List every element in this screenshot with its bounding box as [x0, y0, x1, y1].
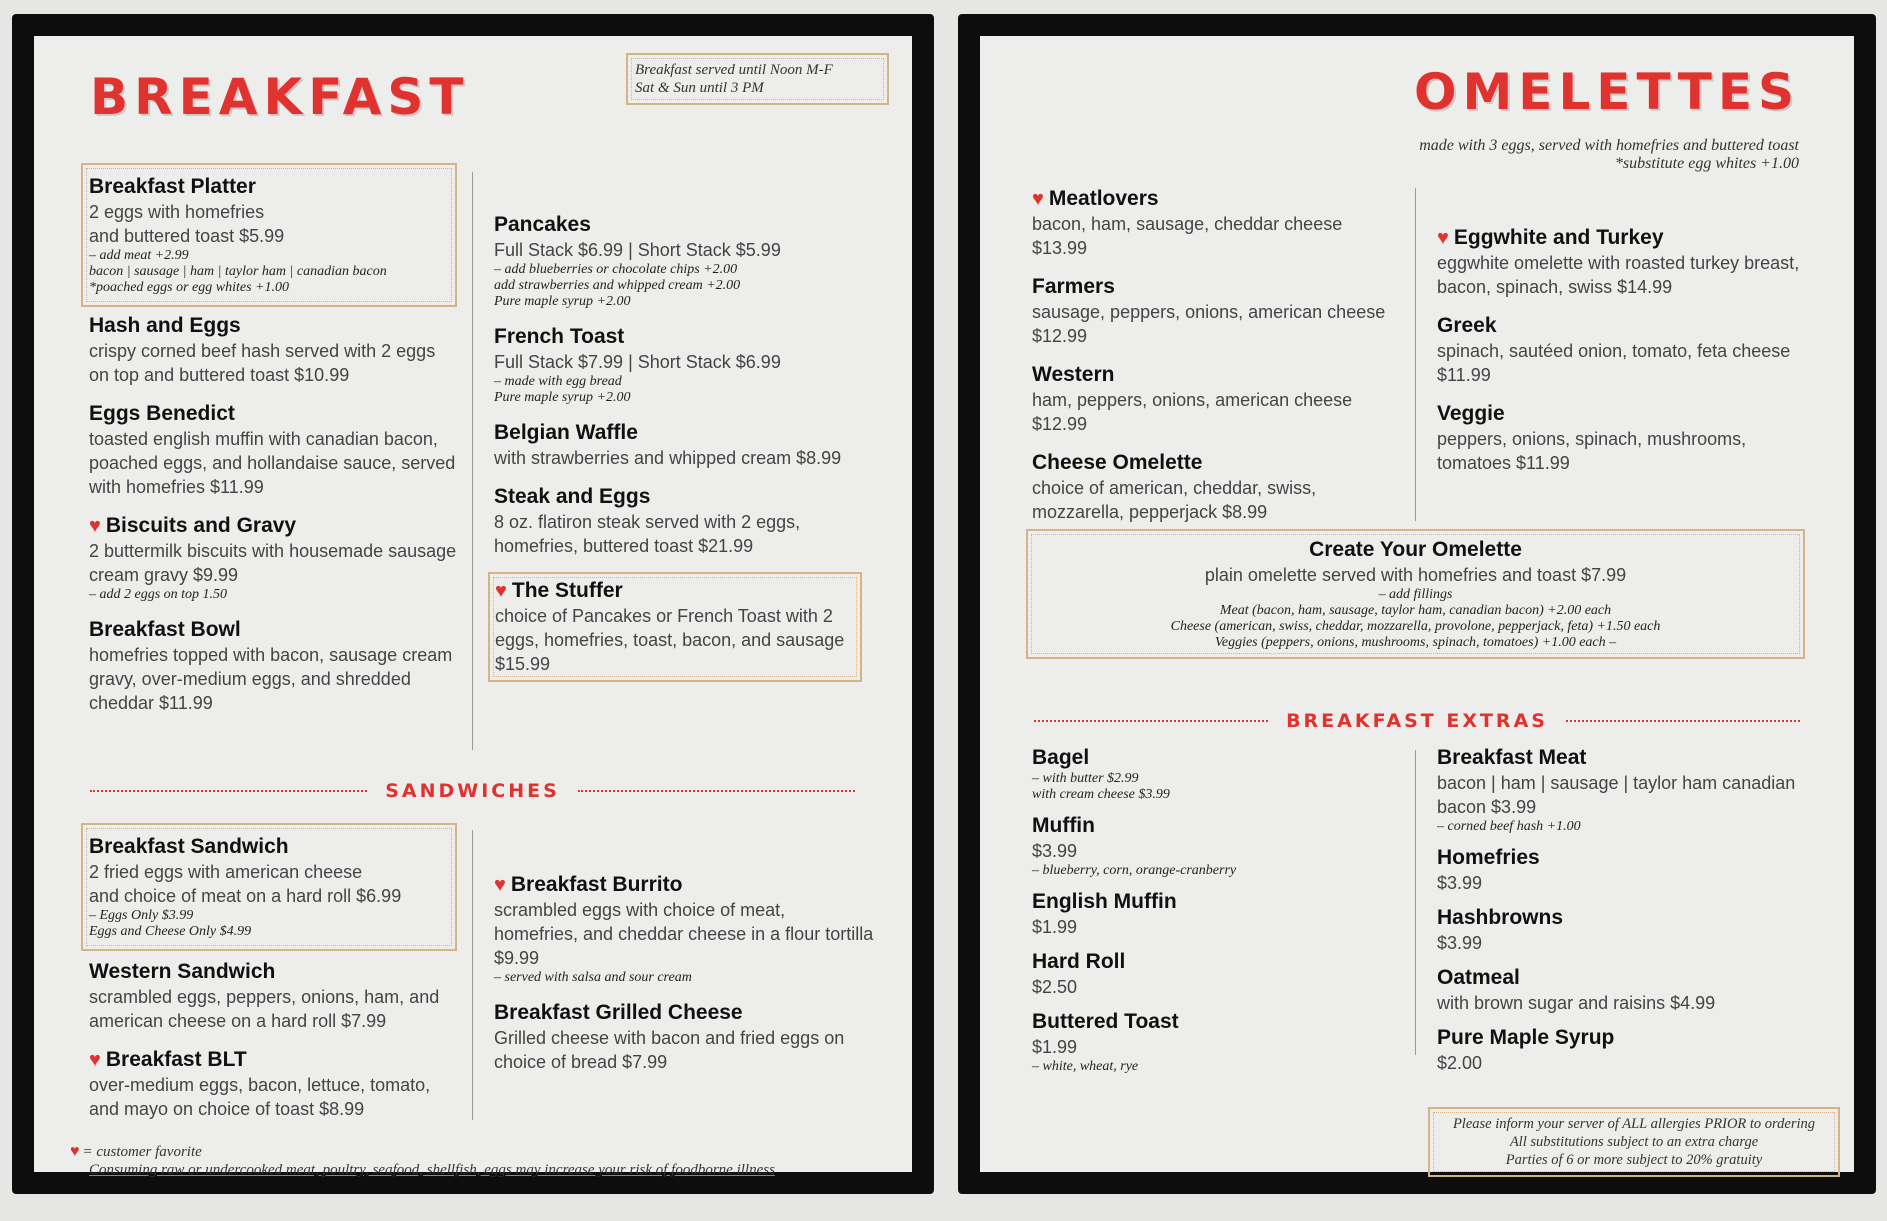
item-name-text: Buttered Toast: [1032, 1010, 1179, 1033]
heart-icon: ♥: [1032, 188, 1044, 210]
subtitle-line: made with 3 eggs, served with homefries and buttered toast: [1419, 137, 1799, 154]
extras-title: BREAKFAST EXTRAS: [1286, 710, 1548, 732]
item-desc: $3.99: [1032, 841, 1078, 861]
item-name: [1032, 889, 1402, 915]
heart-icon: ♥: [89, 1049, 101, 1071]
item-desc: $3.99: [1437, 873, 1483, 893]
item-note: – white, wheat, rye: [1032, 1059, 1139, 1074]
menu-item: [89, 1047, 457, 1121]
column-divider: [472, 172, 473, 750]
menu-item: [1437, 845, 1817, 895]
sandwiches-right-column: [494, 872, 874, 1088]
item-desc: scrambled eggs with choice of meat, homefries, and cheddar cheese in a flour tortilla $9.99: [494, 900, 874, 968]
menu-item: [1437, 905, 1817, 955]
item-name-text: Western: [1032, 363, 1115, 386]
menu-item: [1437, 401, 1817, 475]
item-desc: eggwhite omelette with roasted turkey breast, bacon, spinach, swiss $14.99: [1437, 253, 1800, 297]
item-name: Breakfast Sandwich: [89, 835, 289, 858]
item-name: [1437, 401, 1817, 427]
menu-item: [1437, 225, 1817, 299]
menu-item: [1437, 965, 1817, 1015]
breakfast-left-column: [81, 163, 457, 729]
item-name-text: Breakfast Grilled Cheese: [494, 1001, 743, 1024]
item-name: [89, 513, 457, 539]
item-name-text: Breakfast Bowl: [89, 618, 241, 641]
omelettes-right-list: [1437, 225, 1817, 475]
item-desc: bacon, ham, sausage, cheddar cheese $13.99: [1032, 214, 1343, 258]
item-name: [494, 324, 874, 350]
item-desc: sausage, peppers, onions, american cheese $12.99: [1032, 302, 1386, 346]
create-omelette-box: [1026, 529, 1805, 659]
item-name-text: Western Sandwich: [89, 960, 276, 983]
item-desc: with brown sugar and raisins $4.99: [1437, 993, 1716, 1013]
sandwiches-left-column: [81, 823, 457, 1135]
menu-item: [494, 1000, 874, 1074]
extras-right-column: [1437, 745, 1817, 1085]
item-note: Cheese (american, swiss, cheddar, mozzarella, provolone, pepperjack, feta) +1.50 each: [1170, 619, 1661, 634]
item-desc: over-medium eggs, bacon, lettuce, tomato, and mayo on choice of toast $8.99: [89, 1075, 431, 1119]
item-name-text: Bagel: [1032, 746, 1090, 769]
item-name-text: Hash and Eggs: [89, 314, 241, 337]
item-name: [1437, 905, 1817, 931]
item-name: [1032, 274, 1402, 300]
item-name-text: Steak and Eggs: [494, 485, 651, 508]
item-name: [1437, 225, 1817, 251]
omelettes-right-column: [1437, 225, 1817, 489]
breakfast-sandwich-box: [81, 823, 457, 951]
item-name: [1032, 186, 1402, 212]
item-note: – corned beef hash +1.00: [1437, 819, 1581, 834]
item-desc: 8 oz. flatiron steak served with 2 eggs, homefries, buttered toast $21.99: [494, 512, 801, 556]
item-note: – add meat +2.99: [89, 248, 189, 263]
hours-line: Breakfast served until Noon M-F: [635, 62, 833, 78]
item-name-text: French Toast: [494, 325, 625, 348]
menu-item: [494, 872, 874, 986]
menu-item: [1032, 362, 1402, 436]
breakfast-hours-box: [626, 53, 889, 105]
item-name: [494, 872, 874, 898]
item-desc: Grilled cheese with bacon and fried eggs on choice of bread $7.99: [494, 1028, 845, 1072]
menu-item: [1437, 313, 1817, 387]
item-desc: choice of Pancakes or French Toast with 2 eggs, homefries, toast, bacon, and sausage $15.99: [495, 606, 845, 674]
item-desc: Full Stack $7.99 | Short Stack $6.99: [494, 352, 781, 372]
item-name-text: Greek: [1437, 314, 1497, 337]
menu-item: [89, 617, 457, 715]
stuffer-box: [488, 572, 862, 682]
policy-line: All substitutions subject to an extra charge: [1509, 1134, 1759, 1150]
policy-line: Parties of 6 or more subject to 20% gratuity: [1505, 1152, 1763, 1168]
sandwiches-title: SANDWICHES: [385, 780, 560, 802]
item-name-text: Eggwhite and Turkey: [1453, 226, 1664, 249]
item-note: – add blueberries or chocolate chips +2.00: [494, 262, 738, 277]
item-desc: ham, peppers, onions, american cheese $12.99: [1032, 390, 1353, 434]
item-desc: $3.99: [1437, 933, 1483, 953]
item-name-text: Belgian Waffle: [494, 421, 638, 444]
item-name-text: Pancakes: [494, 213, 591, 236]
item-desc: with strawberries and whipped cream $8.99: [494, 448, 842, 468]
extras-divider: [1034, 710, 1800, 732]
heart-icon: ♥: [70, 1143, 80, 1160]
breakfast-footer: [70, 1143, 920, 1179]
menu-item: [1032, 1009, 1402, 1075]
item-name: [89, 401, 457, 427]
item-desc: $2.50: [1032, 977, 1078, 997]
item-desc: $1.99: [1032, 1037, 1078, 1057]
breakfast-left-list: [81, 313, 457, 715]
item-note: – Eggs Only $3.99: [89, 908, 194, 923]
item-name-text: Muffin: [1032, 814, 1095, 837]
item-desc: Full Stack $6.99 | Short Stack $5.99: [494, 240, 781, 260]
item-note: add strawberries and whipped cream +2.00: [494, 278, 741, 293]
item-note: – made with egg bread: [494, 374, 622, 389]
item-desc: choice of american, cheddar, swiss, mozzarella, pepperjack $8.99: [1032, 478, 1317, 522]
menu-item: [1032, 813, 1402, 879]
item-name: [1032, 745, 1402, 771]
item-name: [494, 484, 874, 510]
item-name: Breakfast Platter: [89, 175, 256, 198]
item-name: [1437, 313, 1817, 339]
item-name: [1032, 362, 1402, 388]
sandwiches-right-list: [494, 872, 874, 1074]
item-name-text: Hashbrowns: [1437, 906, 1564, 929]
item-desc: peppers, onions, spinach, mushrooms, tomatoes $11.99: [1437, 429, 1747, 473]
item-desc: and buttered toast $5.99: [89, 226, 285, 246]
sandwiches-divider: [90, 780, 855, 802]
extras-left-column: [1032, 745, 1402, 1085]
breakfast-right-column: [494, 212, 874, 682]
extras-right-list: [1437, 745, 1817, 1075]
item-note: with cream cheese $3.99: [1032, 787, 1170, 802]
item-desc: plain omelette served with homefries and toast $7.99: [1204, 565, 1627, 585]
column-divider: [1415, 750, 1416, 1055]
menu-item: [89, 513, 457, 603]
item-name: [1032, 450, 1402, 476]
item-desc: 2 fried eggs with american cheese: [89, 862, 363, 882]
favorite-legend-text: = customer favorite: [82, 1144, 202, 1160]
menu-item: [1437, 745, 1817, 835]
column-divider: [1415, 188, 1416, 521]
item-note: – add fillings: [1378, 587, 1453, 602]
item-name: [89, 1047, 457, 1073]
item-note: *poached eggs or egg whites +1.00: [89, 280, 289, 295]
item-note: Pure maple syrup +2.00: [494, 390, 631, 405]
item-name-text: Eggs Benedict: [89, 402, 235, 425]
item-note: – served with salsa and sour cream: [494, 970, 692, 985]
item-desc: homefries topped with bacon, sausage cream gravy, over-medium eggs, and shredded cheddar $11.99: [89, 645, 453, 713]
menu-item: [1032, 186, 1402, 260]
item-desc: and choice of meat on a hard roll $6.99: [89, 886, 402, 906]
dotted-rule: [90, 790, 367, 792]
item-note: Veggies (peppers, onions, mushrooms, spinach, tomatoes) +1.00 each –: [1214, 635, 1617, 650]
item-name: [1437, 745, 1817, 771]
item-note: – blueberry, corn, orange-cranberry: [1032, 863, 1237, 878]
food-warning: Consuming raw or undercooked meat, poultry, seafood, shellfish, eggs may increase your risk of foodborne illness: [89, 1162, 775, 1178]
dotted-rule: [1034, 720, 1268, 722]
menu-item: [1032, 274, 1402, 348]
item-desc: 2 eggs with homefries: [89, 202, 265, 222]
item-name: [89, 959, 457, 985]
item-note: – add 2 eggs on top 1.50: [89, 587, 228, 602]
sandwiches-left-list: [81, 959, 457, 1121]
menu-item: [1032, 450, 1402, 524]
item-name: Create Your Omelette: [1309, 538, 1522, 561]
extras-left-list: [1032, 745, 1402, 1075]
item-name-text: Breakfast Burrito: [510, 873, 683, 896]
menu-item: [494, 484, 874, 558]
breakfast-right-list: [494, 212, 874, 558]
item-name: [494, 212, 874, 238]
item-name: [1032, 949, 1402, 975]
item-name-text: Homefries: [1437, 846, 1540, 869]
item-name: [1032, 1009, 1402, 1035]
menu-item: [1437, 1025, 1817, 1075]
favorite-legend: [70, 1143, 920, 1161]
policy-line: Please inform your server of ALL allergies PRIOR to ordering: [1452, 1116, 1816, 1132]
item-desc: bacon | ham | sausage | taylor ham canadian bacon $3.99: [1437, 773, 1796, 817]
item-desc: toasted english muffin with canadian bacon, poached eggs, and hollandaise sauce, served with homefries $11.99: [89, 429, 456, 497]
menu-item: [494, 420, 874, 470]
item-name-text: The Stuffer: [511, 579, 623, 602]
item-name: [89, 617, 457, 643]
omelettes-subtitle: [1419, 137, 1799, 173]
item-name: [1437, 965, 1817, 991]
item-desc: $1.99: [1032, 917, 1078, 937]
heart-icon: ♥: [89, 515, 101, 537]
heart-icon: ♥: [1437, 227, 1449, 249]
omelettes-title: OMELETTES: [1414, 63, 1800, 121]
menu-item: [1032, 889, 1402, 939]
item-note: Eggs and Cheese Only $4.99: [89, 924, 252, 939]
menu-item: [89, 401, 457, 499]
item-name-text: Pure Maple Syrup: [1437, 1026, 1615, 1049]
item-desc: 2 buttermilk biscuits with housemade sausage cream gravy $9.99: [89, 541, 457, 585]
item-name-text: Breakfast Meat: [1437, 746, 1587, 769]
dotted-rule: [578, 790, 855, 792]
menu-item: [1032, 745, 1402, 803]
breakfast-platter-box: [81, 163, 457, 307]
item-name-text: Breakfast BLT: [105, 1048, 247, 1071]
item-name-text: Oatmeal: [1437, 966, 1520, 989]
item-note: Pure maple syrup +2.00: [494, 294, 631, 309]
item-desc: scrambled eggs, peppers, onions, ham, and american cheese on a hard roll $7.99: [89, 987, 440, 1031]
item-name: [495, 578, 855, 604]
item-note: – with butter $2.99: [1032, 771, 1139, 786]
item-desc: spinach, sautéed onion, tomato, feta cheese $11.99: [1437, 341, 1791, 385]
menu-item: [494, 212, 874, 310]
hours-line: Sat & Sun until 3 PM: [635, 80, 764, 96]
omelettes-left-column: [1032, 186, 1402, 538]
item-note: Meat (bacon, ham, sausage, taylor ham, canadian bacon) +2.00 each: [1219, 603, 1612, 618]
item-name: [1437, 1025, 1817, 1051]
omelettes-left-list: [1032, 186, 1402, 524]
breakfast-title: BREAKFAST: [90, 68, 470, 126]
item-name-text: Biscuits and Gravy: [105, 514, 297, 537]
item-name-text: Veggie: [1437, 402, 1505, 425]
item-name: [89, 313, 457, 339]
item-desc: $2.00: [1437, 1053, 1483, 1073]
item-name: [494, 1000, 874, 1026]
item-name: [494, 420, 874, 446]
item-desc: crispy corned beef hash served with 2 eggs on top and buttered toast $10.99: [89, 341, 436, 385]
item-name-text: Hard Roll: [1032, 950, 1126, 973]
item-name: [1437, 845, 1817, 871]
subtitle-line: *substitute egg whites +1.00: [1614, 155, 1799, 172]
menu-item: [89, 313, 457, 387]
item-name-text: Farmers: [1032, 275, 1115, 298]
item-note: bacon | sausage | ham | taylor ham | canadian bacon: [89, 264, 387, 279]
dotted-rule: [1566, 720, 1800, 722]
menu-item: [89, 959, 457, 1033]
policy-box: [1428, 1107, 1840, 1177]
menu-item: [494, 324, 874, 406]
heart-icon: ♥: [494, 874, 506, 896]
menu-item: [1032, 949, 1402, 999]
item-name-text: Cheese Omelette: [1032, 451, 1203, 474]
column-divider: [472, 830, 473, 1120]
item-name: [1032, 813, 1402, 839]
heart-icon: ♥: [495, 580, 507, 602]
item-name-text: Meatlovers: [1048, 187, 1159, 210]
item-name-text: English Muffin: [1032, 890, 1177, 913]
